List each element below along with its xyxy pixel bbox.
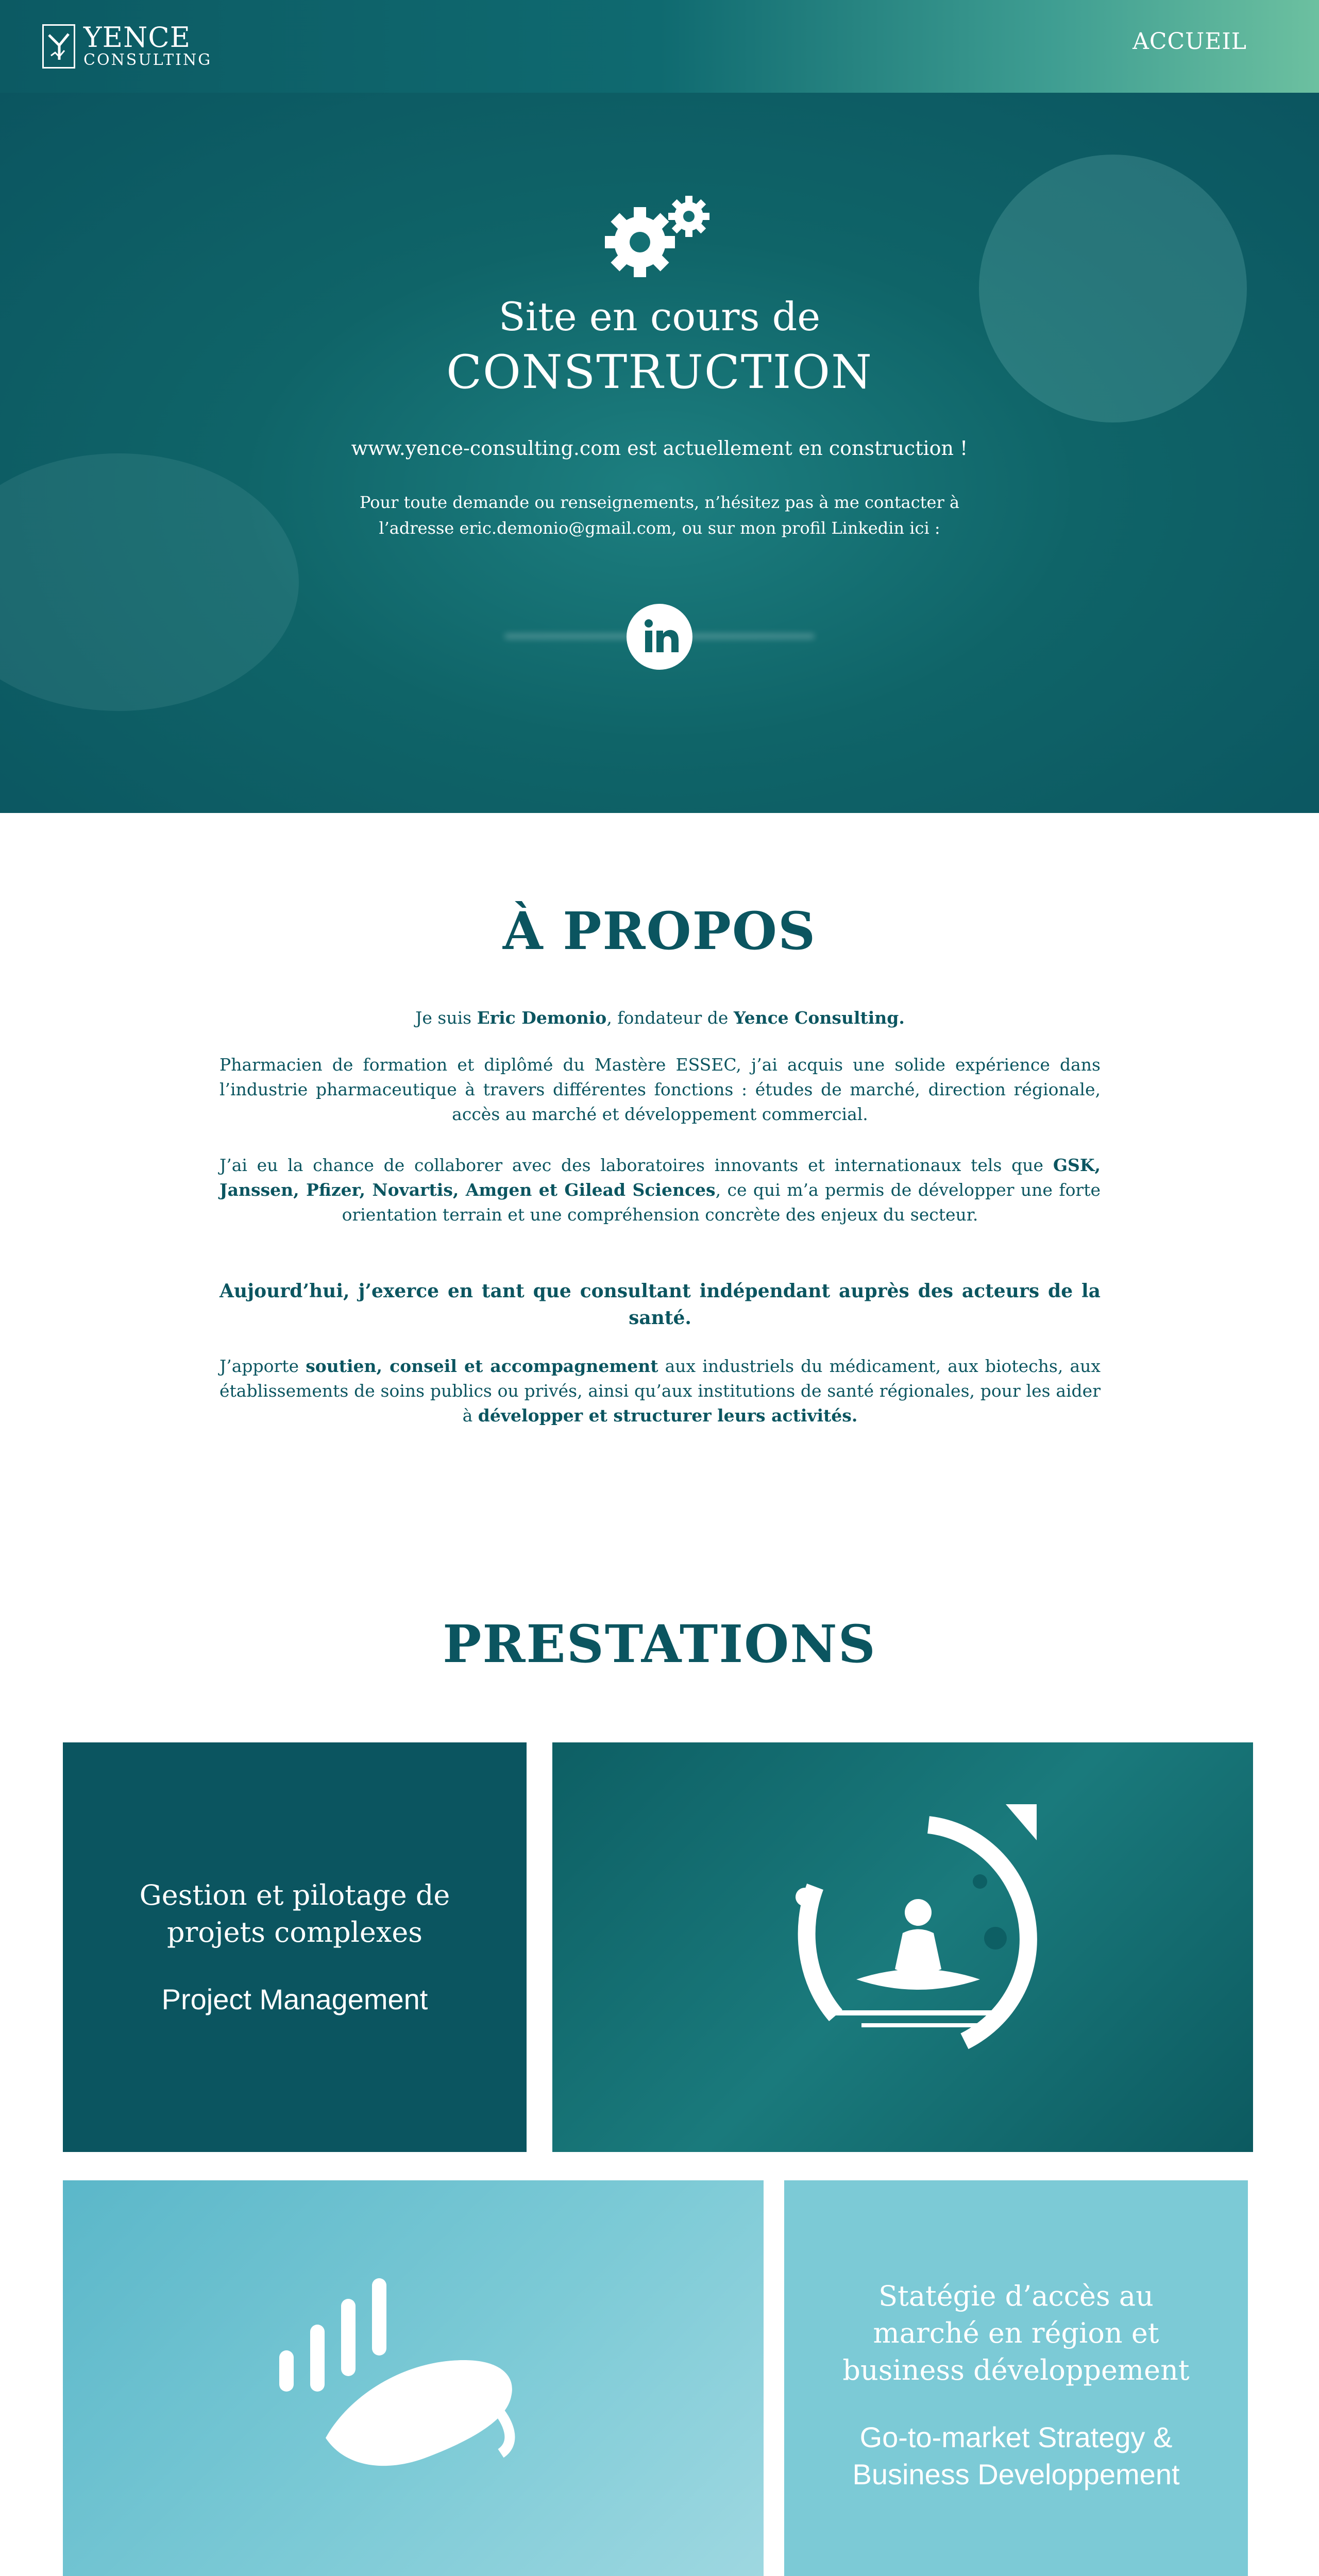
nav-home-link[interactable]: ACCUEIL xyxy=(1132,28,1247,55)
service-image-project-management xyxy=(552,1742,1253,2152)
service-title-fr: Statégie d’accès au marché en région et business développement xyxy=(842,2279,1190,2386)
about-paragraph-today: Aujourd’hui, j’exerce en tant que consultant indépendant auprès des acteurs de la santé. xyxy=(219,1280,1101,1329)
about-title: À PROPOS xyxy=(502,901,817,961)
service-card-project-management[interactable] xyxy=(63,1742,527,2152)
logo-name: YENCE xyxy=(83,21,191,54)
logo-subtitle: CONSULTING xyxy=(83,51,212,69)
hero-background-glow xyxy=(0,453,299,711)
hero-contact-text: Pour toute demande ou renseignements, n’hésitez pas à me contacter à l’adresse eric.demonio@gmail.com, ou sur mon profil Linkedin ici : xyxy=(359,493,960,538)
company-name: Yence Consulting. xyxy=(733,1008,905,1028)
meditation-circle-icon xyxy=(758,1804,1078,2093)
labs-list: GSK, Janssen, Pfizer, Novartis, Amgen et Gilead Sciences xyxy=(219,1155,1101,1200)
gears-icon xyxy=(604,193,715,281)
logo-mark-icon xyxy=(42,24,75,69)
about-intro: Je suis Eric Demonio, fondateur de Yence Consulting. xyxy=(415,1008,905,1028)
hero-banner xyxy=(0,93,1319,813)
about-paragraph-services: J’apporte soutien, conseil et accompagnement aux industriels du médicament, aux biotechs, aux établissements de soins publics ou privés, ainsi qu’aux institutions de santé régionales, pour les aider à développer et structurer leurs activités. xyxy=(219,1356,1101,1426)
hand-growth-chart-icon xyxy=(269,2268,557,2505)
service-title-en: Project Management xyxy=(161,1982,428,2015)
hero-title: CONSTRUCTION xyxy=(446,345,873,399)
prestations-title: PRESTATIONS xyxy=(443,1614,876,1674)
founder-name: Eric Demonio xyxy=(477,1008,607,1028)
top-navigation-bar xyxy=(0,0,1319,93)
service-title-fr: Gestion et pilotage de projets complexes xyxy=(139,1878,450,1948)
linkedin-icon[interactable] xyxy=(627,604,692,670)
service-title-en: Go-to-market Strategy & Business Developpement xyxy=(852,2420,1180,2490)
about-paragraph-background: Pharmacien de formation et diplômé du Mastère ESSEC, j’ai acquis une solide expérience dans l’industrie pharmaceutique à travers différentes fonctions : études de marché, direction régionale, accès au marché et développement commercial. xyxy=(219,1055,1101,1124)
service-card-market-access[interactable] xyxy=(784,2180,1248,2576)
about-paragraph-experience: J’ai eu la chance de collaborer avec des laboratoires innovants et internationaux tels que GSK, Janssen, Pfizer, Novartis, Amgen et Gilead Sciences, ce qui m’a permis de développer une forte orientation terrain et une compréhension concrète des enjeux du secteur. xyxy=(219,1155,1101,1225)
service-image-market-access xyxy=(63,2180,764,2576)
hero-construction-notice: www.yence-consulting.com est actuellement en construction ! xyxy=(351,437,968,460)
hero-subtitle: Site en cours de xyxy=(498,294,821,340)
yence-logo[interactable] xyxy=(42,22,212,71)
